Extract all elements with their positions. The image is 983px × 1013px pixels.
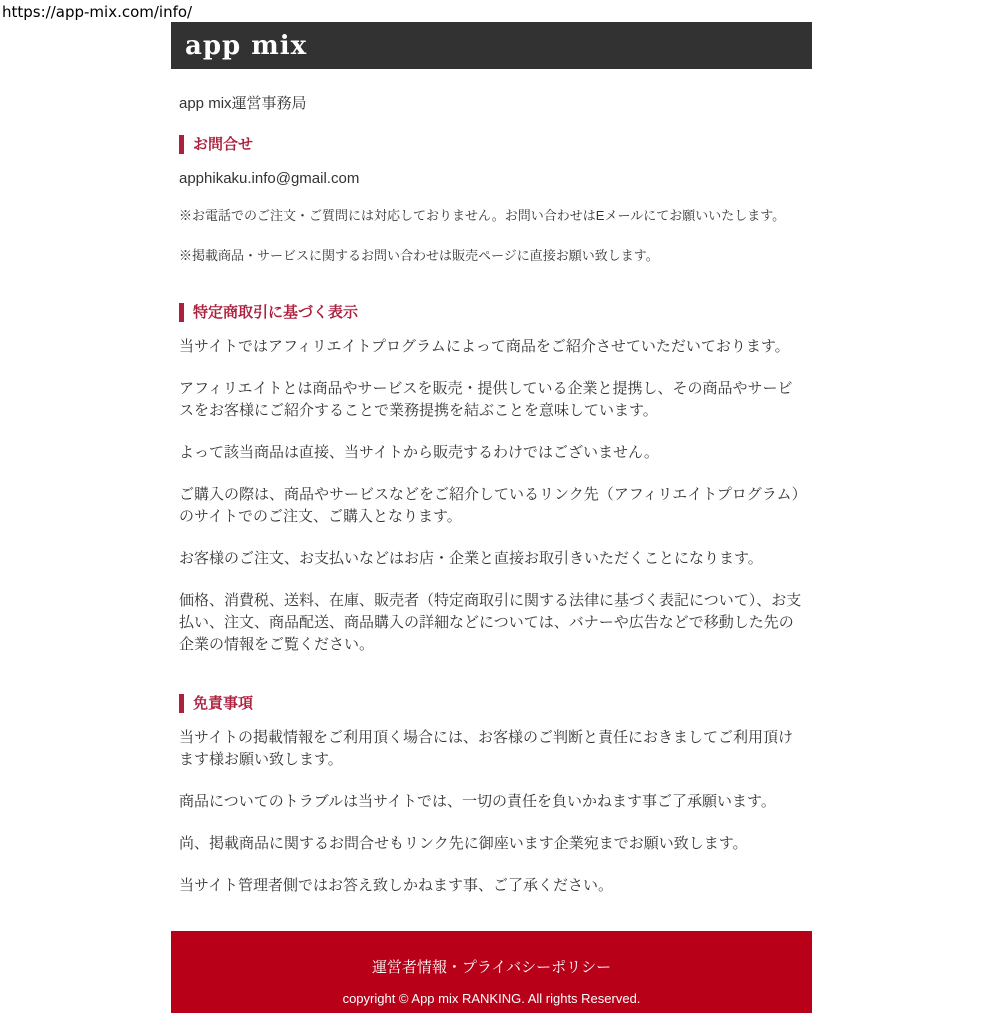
site-title-link[interactable]: app mix	[185, 30, 308, 61]
section-heading-disclaimer: 免責事項	[179, 694, 804, 713]
main-content	[171, 93, 812, 897]
section-commerce-disclosure	[179, 303, 804, 656]
disclosure-paragraph: アフィリエイトとは商品やサービスを販売・提供している企業と提携し、その商品やサービスをお客様にご紹介することで業務提携を結ぶことを意味しています。	[179, 380, 793, 419]
disclosure-paragraph: ご購入の際は、商品やサービスなどをご紹介しているリンク先（アフィリエイトプログラム）のサイトでのご注文、ご購入となります。	[179, 486, 800, 525]
contact-email: apphikaku.info@gmail.com	[179, 170, 360, 187]
disclaimer-paragraph: 尚、掲載商品に関するお問合せもリンク先に御座います企業宛までお願い致します。	[179, 835, 748, 852]
page-container	[171, 22, 812, 897]
browser-url-text: https://app-mix.com/info/	[2, 3, 193, 21]
disclaimer-paragraph: 当サイト管理者側ではお答え致しかねます事、ご了承ください。	[179, 877, 613, 894]
site-footer	[171, 931, 812, 1013]
contact-note-phone: ※お電話でのご注文・ご質問には対応しておりません。お問い合わせはEメールにてお願いいたします。	[179, 208, 786, 223]
disclosure-paragraph: お客様のご注文、お支払いなどはお店・企業と直接お取引きいただくことになります。	[179, 550, 763, 567]
operator-name: app mix運営事務局	[179, 95, 307, 112]
footer-copyright: copyright © App mix RANKING. All rights Reserved.	[342, 991, 641, 1006]
section-heading-contact: お問合せ	[179, 135, 804, 154]
disclaimer-paragraph: 商品についてのトラブルは当サイトでは、一切の責任を負いかねます事ご了承願います。	[179, 793, 776, 810]
disclosure-paragraph: 当サイトではアフィリエイトプログラムによって商品をご紹介させていただいております。	[179, 338, 790, 355]
footer-privacy-policy-link[interactable]: 運営者情報・プライバシーポリシー	[371, 959, 612, 976]
section-contact	[179, 135, 804, 265]
disclosure-paragraph: 価格、消費税、送料、在庫、販売者（特定商取引に関する法律に基づく表記について）、お支払い、注文、商品配送、商品購入の詳細などについては、バナーや広告などで移動した先の企業の情報をご覧ください。	[179, 592, 802, 653]
section-heading-commerce-disclosure: 特定商取引に基づく表示	[179, 303, 804, 322]
section-disclaimer	[179, 694, 804, 897]
disclosure-paragraph: よって該当商品は直接、当サイトから販売するわけではございません。	[179, 444, 659, 461]
disclaimer-paragraph: 当サイトの掲載情報をご利用頂く場合には、お客様のご判断と責任におきましてご利用頂けます様お願い致します。	[179, 729, 793, 768]
contact-note-products: ※掲載商品・サービスに関するお問い合わせは販売ページに直接お願い致します。	[179, 248, 659, 263]
site-header	[171, 22, 812, 69]
